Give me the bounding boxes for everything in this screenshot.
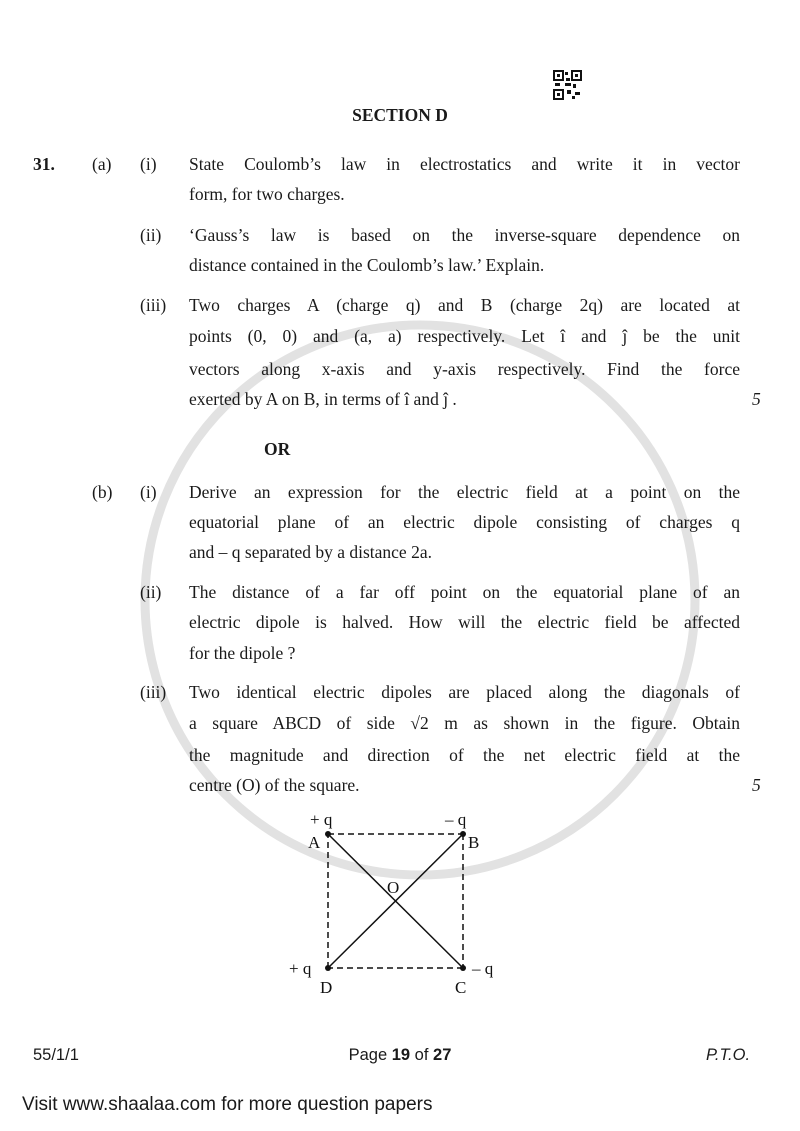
charge-c: – q: [472, 959, 494, 978]
charge-b: – q: [445, 810, 467, 829]
b-i-line: and – q separated by a distance 2a.: [189, 542, 432, 562]
marks-a: 5: [752, 389, 761, 409]
qr-code-icon: [553, 70, 582, 100]
visit-link[interactable]: Visit www.shaalaa.com for more question papers: [22, 1094, 433, 1115]
label-c: C: [455, 978, 467, 997]
b-iii-line: centre (O) of the square.: [189, 775, 360, 795]
point-b: [460, 831, 466, 837]
b-ii-line: The distance of a far off point on the equatorial plane of an: [189, 582, 740, 602]
b-i-line: Derive an expression for the electric field at a point on the: [189, 482, 740, 502]
part-b-label: (b): [92, 482, 113, 502]
pto: P.T.O.: [706, 1046, 751, 1064]
page-of: of: [410, 1046, 434, 1064]
label-a: A: [308, 833, 321, 852]
a-iii-line: Two charges A (charge q) and B (charge 2q) are located at: [189, 295, 740, 315]
a-i-label: (i): [140, 154, 157, 174]
point-d: [325, 965, 331, 971]
point-c: [460, 965, 466, 971]
a-ii-line: ‘Gauss’s law is based on the inverse-square dependence on: [189, 225, 740, 245]
b-ii-line: for the dipole ?: [189, 643, 296, 663]
a-i-line: State Coulomb’s law in electrostatics and write it in vector: [189, 154, 740, 174]
label-o: O: [387, 878, 400, 897]
page-prefix: Page: [348, 1046, 392, 1064]
a-iii-label: (iii): [140, 295, 167, 315]
b-ii-label: (ii): [140, 582, 162, 602]
page-number: [330, 1046, 470, 1065]
a-iii-line: vectors along x-axis and y-axis respectively. Find the force: [189, 359, 740, 379]
marks-b: 5: [752, 775, 761, 795]
part-a-label: (a): [92, 154, 112, 174]
paper-code: 55/1/1: [33, 1046, 79, 1064]
dipole-square-figure: [280, 805, 520, 1000]
point-a: [325, 831, 331, 837]
page-current: 19: [391, 1046, 411, 1064]
b-iii-line: a square ABCD of side √2 m as shown in the figure. Obtain: [189, 713, 740, 733]
b-iii-line: the magnitude and direction of the net electric field at the: [189, 745, 740, 765]
b-iii-label: (iii): [140, 682, 167, 702]
a-iii-line: exerted by A on B, in terms of î and ĵ .: [189, 389, 457, 409]
page-total: 27: [433, 1046, 452, 1064]
section-title: SECTION D: [352, 105, 448, 125]
b-iii-line: Two identical electric dipoles are placed along the diagonals of: [189, 682, 740, 702]
label-d: D: [320, 978, 333, 997]
a-i-line: form, for two charges.: [189, 184, 345, 204]
a-ii-line: distance contained in the Coulomb’s law.’ Explain.: [189, 255, 545, 275]
charge-a: + q: [310, 810, 333, 829]
b-ii-line: electric dipole is halved. How will the electric field be affected: [189, 612, 740, 632]
charge-d: + q: [289, 959, 312, 978]
or-divider: OR: [264, 439, 291, 459]
label-b: B: [468, 833, 480, 852]
a-iii-line: points (0, 0) and (a, a) respectively. Let î and ĵ be the unit: [189, 326, 740, 346]
question-number: 31.: [33, 154, 55, 174]
a-ii-label: (ii): [140, 225, 162, 245]
b-i-label: (i): [140, 482, 157, 502]
b-i-line: equatorial plane of an electric dipole consisting of charges q: [189, 512, 740, 532]
